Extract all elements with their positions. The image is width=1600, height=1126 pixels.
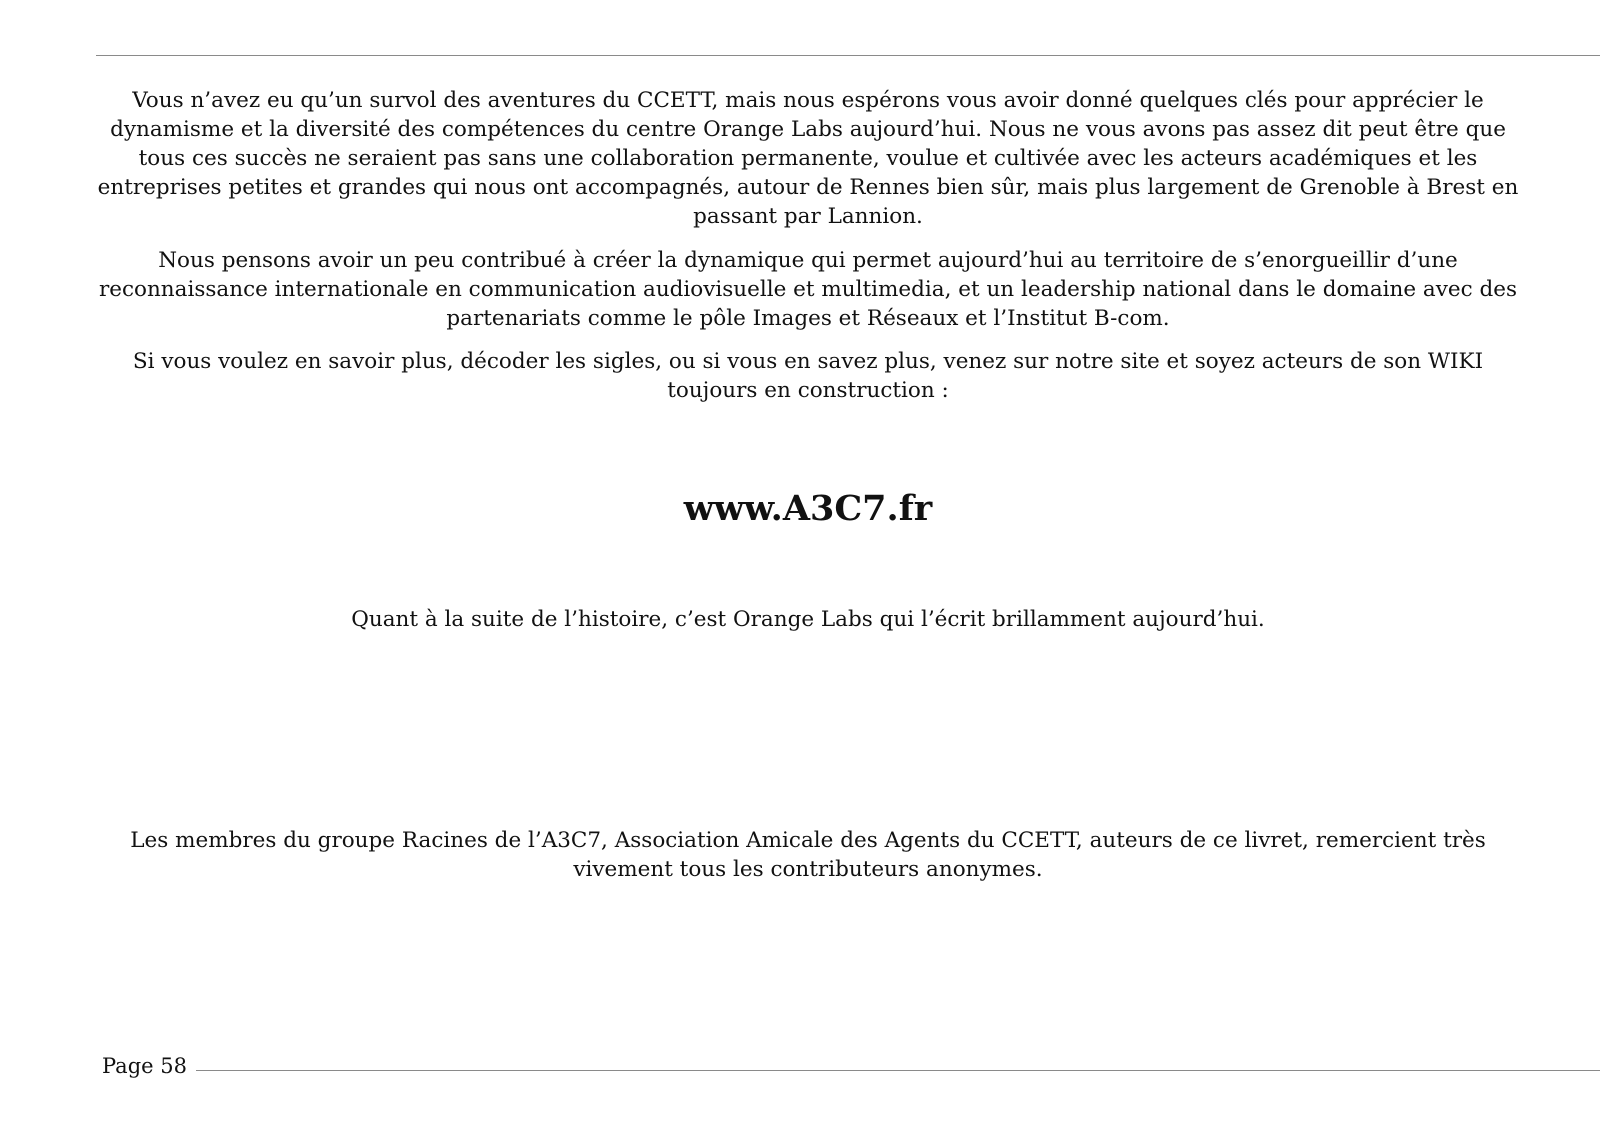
bottom-divider bbox=[196, 1070, 1600, 1071]
paragraph-remerciements: Les membres du groupe Racines de l’A3C7, Association Amicale des Agents du CCETT, auteurs de ce livret, remercient très vivement tous les contributeurs anonymes. bbox=[130, 828, 1486, 882]
paragraph-wiki-invite: Si vous voulez en savoir plus, décoder les sigles, ou si vous en savez plus, venez sur notre site et soyez acteurs de son WIKI toujours en construction : bbox=[132, 349, 1484, 403]
website-link[interactable]: www.A3C7.fr bbox=[683, 488, 933, 529]
paragraph-intro: Vous n’avez eu qu’un survol des aventures du CCETT, mais nous espérons vous avoir donné quelques clés pour apprécier le dynamisme et la diversité des compétences du centre Orange Labs aujourd’hui. Nous ne vous avons pas assez dit peut être que tous ces succès ne seraient pas sans une collaboration permanente, voulue et cultivée avec les acteurs académiques et les entreprises petites et grandes qui nous ont accompagnés, autour de Rennes bien sûr, mais plus largement de Grenoble à Brest en passant par Lannion. bbox=[97, 88, 1519, 229]
top-divider bbox=[96, 55, 1600, 56]
paragraph-dynamique: Nous pensons avoir un peu contribué à créer la dynamique qui permet aujourd’hui au territoire de s’enorgueillir d’une reconnaissance internationale en communication audiovisuelle et multimedia, et un leadership national dans le domaine avec des partenariats comme le pôle Images et Réseaux et l’Institut B-com. bbox=[98, 248, 1518, 331]
page-number: Page 58 bbox=[102, 1054, 187, 1078]
paragraph-suite: Quant à la suite de l’histoire, c’est Orange Labs qui l’écrit brillamment aujourd’hui. bbox=[351, 607, 1265, 632]
